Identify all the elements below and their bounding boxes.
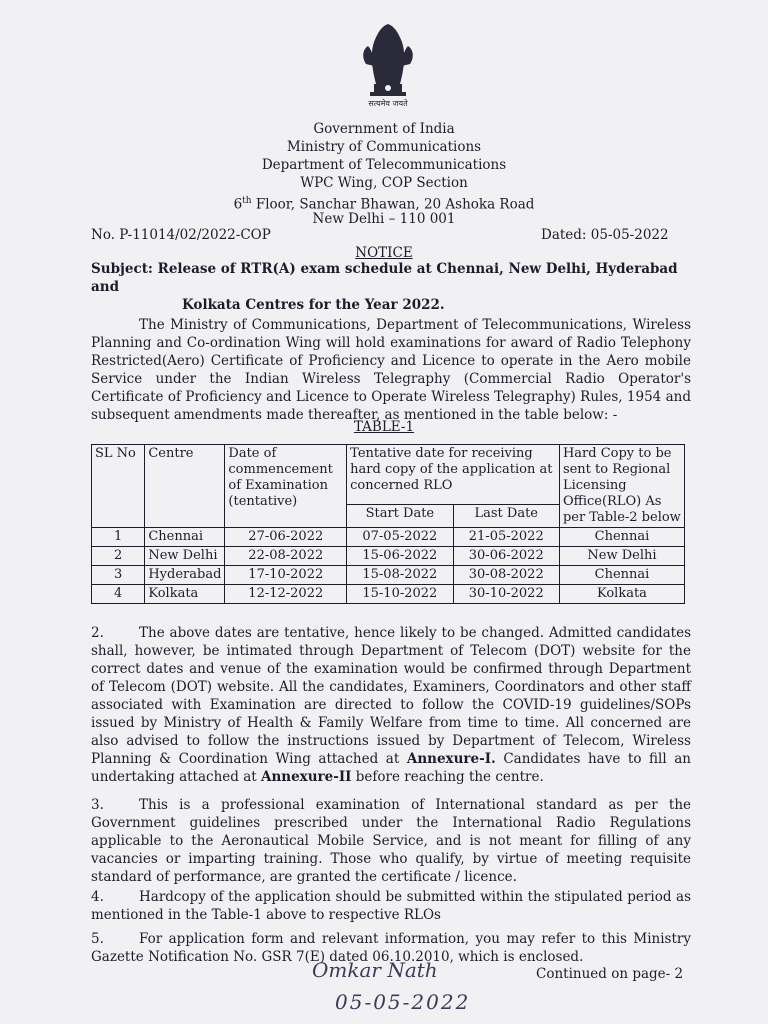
cell-rlo: Kolkata <box>559 585 684 604</box>
exam-schedule-table <box>91 444 685 604</box>
header-centre: Centre <box>145 445 225 528</box>
cell-sl: 4 <box>92 585 145 604</box>
cell-centre: Kolkata <box>145 585 225 604</box>
cell-exam-date: 27-06-2022 <box>225 528 347 547</box>
paragraph-1: The Ministry of Communications, Department of Telecommunications, Wireless Planning and Co-ordination Wing will hold examinations for award of Radio Telephony Restricted(Aero) Certificate of Proficiency and Licence to operate in the Aero mobile Service under the Indian Wireless Telegraphy (Commercial Radio Operator's Certificate of Proficiency and Licence to Operate Wireless Telegraphy) Rules, 1954 and subsequent amendments made thereafter, as mentioned in the table below: - <box>91 317 691 423</box>
signature-date: 05-05-2022 <box>335 990 471 1014</box>
header-tentative-dates: Tentative date for receiving hard copy of the application at concerned RLO <box>347 445 560 505</box>
notice-title: NOTICE <box>355 245 413 261</box>
cell-sl: 1 <box>92 528 145 547</box>
cell-sl: 3 <box>92 566 145 585</box>
cell-exam-date: 22-08-2022 <box>225 547 347 566</box>
cell-centre: New Delhi <box>145 547 225 566</box>
signature: Omkar Nath <box>312 958 438 982</box>
reference-number: No. P-11014/02/2022-COP <box>91 227 271 243</box>
cell-sl: 2 <box>92 547 145 566</box>
cell-centre: Hyderabad <box>145 566 225 585</box>
cell-last: 30-10-2022 <box>453 585 559 604</box>
header-department: Department of Telecommunications <box>261 157 507 173</box>
header-ministry: Ministry of Communications <box>286 139 482 155</box>
table-row <box>92 547 685 566</box>
dated: Dated: 05-05-2022 <box>541 227 669 243</box>
paragraph-3: 3. This is a professional examination of International standard as per the Government guidelines prescribed under the International Radio Regulations applicable to the Aeronautical Mobile Service, and is not meant for filling of any vacancies or imparting training. Those who qualify, by virtue of meeting requisite standard of performance, are granted the certificate / licence. <box>91 797 691 885</box>
emblem-motto: सत्यमेव जयते <box>368 99 408 108</box>
header-address: 6th Floor, Sanchar Bhawan, 20 Ashoka Road <box>233 196 535 213</box>
cell-rlo: New Delhi <box>559 547 684 566</box>
header-date-commencement: Date of commencement of Examination (tentative) <box>225 445 347 528</box>
cell-start: 15-08-2022 <box>347 566 453 585</box>
table-title: TABLE-1 <box>353 419 415 435</box>
cell-start: 07-05-2022 <box>347 528 453 547</box>
cell-rlo: Chennai <box>559 566 684 585</box>
header-section: WPC Wing, COP Section <box>300 175 468 191</box>
paragraph-5: 5. For application form and relevant information, you may refer to this Ministry Gazette Notification No. GSR 7(E) dated 06.10.2010, which is enclosed. <box>91 931 691 965</box>
header-start-date: Start Date <box>347 505 453 528</box>
cell-exam-date: 12-12-2022 <box>225 585 347 604</box>
cell-start: 15-06-2022 <box>347 547 453 566</box>
header-hard-copy: Hard Copy to be sent to Regional Licensing Office(RLO) As per Table-2 below <box>559 445 684 528</box>
cell-last: 21-05-2022 <box>453 528 559 547</box>
table-row <box>92 585 685 604</box>
cell-start: 15-10-2022 <box>347 585 453 604</box>
subject: Subject: Release of RTR(A) exam schedule at Chennai, New Delhi, Hyderabad and Kolkata Centres for the Year 2022. <box>91 261 678 313</box>
cell-rlo: Chennai <box>559 528 684 547</box>
table-row <box>92 566 685 585</box>
continued-note: Continued on page- 2 <box>536 966 684 982</box>
header-government: Government of India <box>313 121 455 137</box>
cell-last: 30-08-2022 <box>453 566 559 585</box>
cell-last: 30-06-2022 <box>453 547 559 566</box>
paragraph-2: 2. The above dates are tentative, hence likely to be changed. Admitted candidates shall, however, be intimated through Department of Telecom (DOT) website for the correct dates and venue of the examination would be confirmed through Department of Telecom (DOT) website. All the candidates, Examiners, Coordinators and other staff associated with Examination are directed to follow the COVID-19 guidelines/SOPs issued by Ministry of Health & Family Welfare from time to time. All concerned are also advised to follow the instructions issued by Department of Telecom, Wireless Planning & Coordination Wing attached at Annexure-I. Candidates have to fill an undertaking attached at Annexure-II before reaching the centre. <box>91 625 691 785</box>
cell-exam-date: 17-10-2022 <box>225 566 347 585</box>
table-row <box>92 528 685 547</box>
national-emblem-icon <box>352 14 424 110</box>
header-city: New Delhi – 110 001 <box>312 211 456 227</box>
paragraph-4: 4. Hardcopy of the application should be submitted within the stipulated period as mentioned in the Table-1 above to respective RLOs <box>91 889 691 923</box>
header-sl-no: SL No <box>92 445 145 528</box>
header-last-date: Last Date <box>453 505 559 528</box>
cell-centre: Chennai <box>145 528 225 547</box>
